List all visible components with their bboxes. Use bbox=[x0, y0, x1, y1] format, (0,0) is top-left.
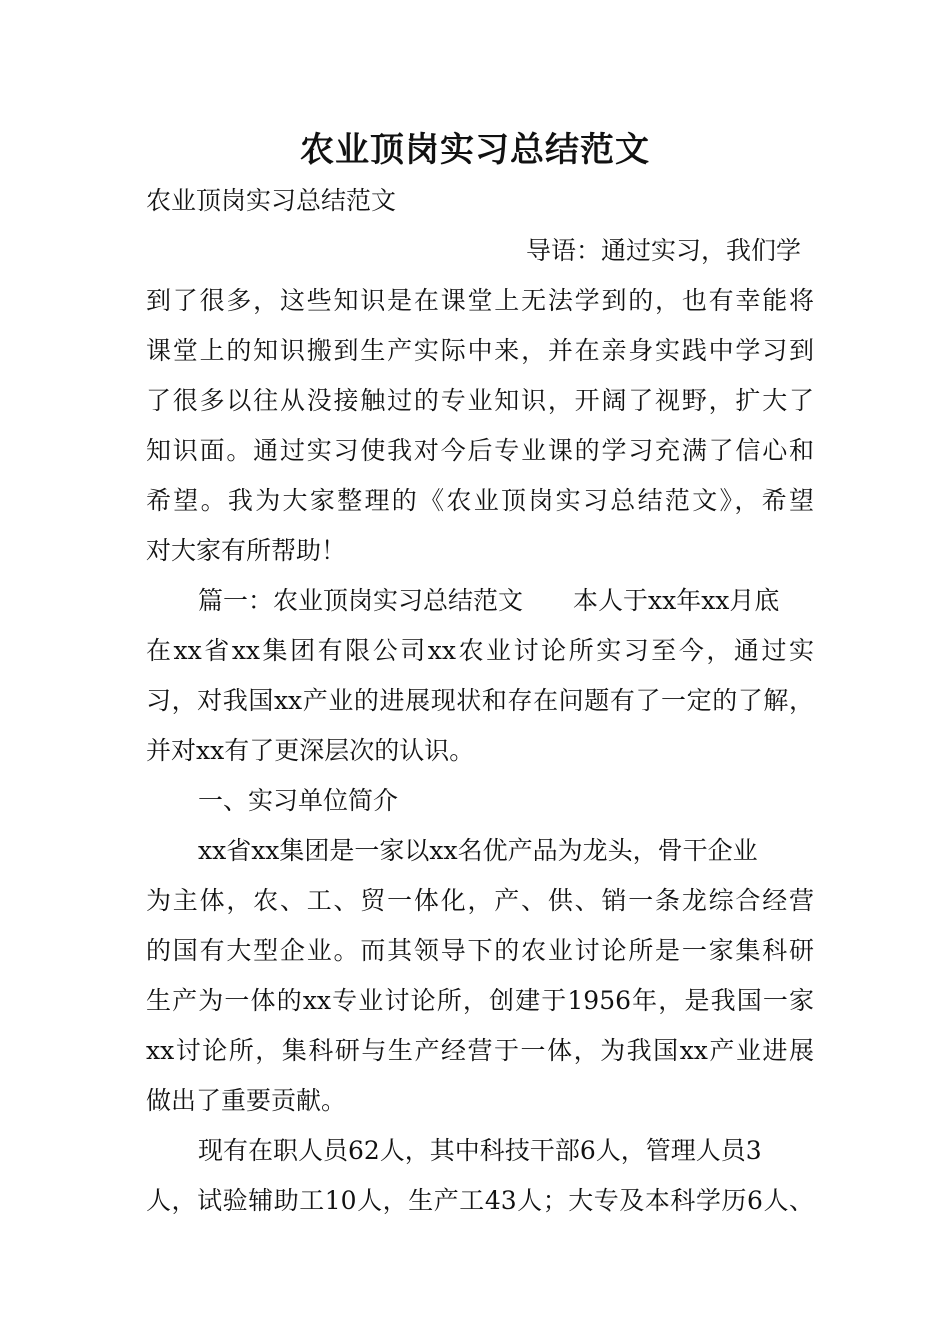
text-line: 的国有大型企业。而其领导下的农业讨论所是一家集科研 bbox=[146, 936, 814, 965]
text-line: 到了很多，这些知识是在课堂上无法学到的，也有幸能将 bbox=[146, 286, 814, 315]
text-line: 生产为一体的xx专业讨论所，创建于1956年，是我国一家 bbox=[146, 986, 814, 1015]
text-line: 对大家有所帮助！ bbox=[146, 536, 347, 565]
text-line: 并对xx有了更深层次的认识。 bbox=[146, 736, 475, 765]
text-line: xx省xx集团是一家以xx名优产品为龙头，骨干企业 bbox=[198, 836, 758, 865]
subsection-heading: 一、实习单位简介 bbox=[198, 786, 399, 815]
text-line: 希望。我为大家整理的《农业顶岗实习总结范文》，希望 bbox=[146, 486, 814, 515]
document-body bbox=[146, 176, 814, 1226]
text-line: xx讨论所，集科研与生产经营于一体，为我国xx产业进展 bbox=[146, 1036, 814, 1065]
text-line: 现有在职人员62人，其中科技干部6人，管理人员3 bbox=[198, 1136, 762, 1165]
text-line: 为主体，农、工、贸一体化，产、供、销一条龙综合经营 bbox=[146, 886, 814, 915]
section-heading-line: 篇一：农业顶岗实习总结范文 本人于xx年xx月底 bbox=[198, 586, 780, 615]
text-line: 习，对我国xx产业的进展现状和存在问题有了一定的了解， bbox=[146, 686, 814, 715]
text-line: 知识面。通过实习使我对今后专业课的学习充满了信心和 bbox=[146, 436, 814, 465]
text-line: 在xx省xx集团有限公司xx农业讨论所实习至今，通过实 bbox=[146, 636, 814, 665]
text-line: 人，试验辅助工10人，生产工43人；大专及本科学历6人、 bbox=[146, 1186, 814, 1215]
intro-lead-line: 导语：通过实习，我们学 bbox=[526, 236, 802, 265]
text-line: 了很多以往从没接触过的专业知识，开阔了视野，扩大了 bbox=[146, 386, 814, 415]
text-line: 做出了重要贡献。 bbox=[146, 1086, 347, 1115]
document-title: 农业顶岗实习总结范文 bbox=[300, 130, 650, 170]
text-line: 课堂上的知识搬到生产实际中来，并在亲身实践中学习到 bbox=[146, 336, 814, 365]
subtitle-line: 农业顶岗实习总结范文 bbox=[146, 186, 397, 215]
